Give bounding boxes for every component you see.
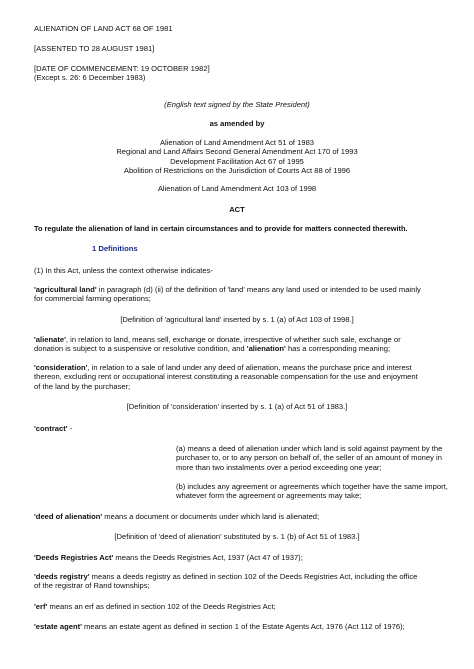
definition-text: means a deeds registry as defined in section 102 of the Deeds Registries Act, including the office — [89, 572, 418, 581]
term-erf: 'erf' — [34, 602, 48, 611]
definition-contract — [34, 424, 440, 433]
definition-erf — [34, 602, 440, 611]
paragraph-text: (a) means a deed of alienation under which land is sold against payment by the — [176, 444, 443, 453]
paragraph-text: (b) includes any agreement or agreements which together have the same import, — [176, 482, 448, 491]
definition-text: in paragraph (d) (ii) of the definition of 'land' means any land used or intended to be used mainly — [96, 285, 421, 294]
definition-text: for commercial farming operations; — [34, 294, 151, 304]
contract-paragraph-a — [176, 444, 443, 472]
term-contract: 'contract' — [34, 424, 68, 433]
definition-text: donation is subject to a suspensive or resolutive condition, and — [34, 344, 247, 354]
commencement-block — [34, 64, 440, 83]
term-deeds-registry: 'deeds registry' — [34, 572, 90, 581]
assent-block — [34, 44, 440, 53]
definition-agricultural-land — [34, 285, 440, 304]
act-heading-text: ACT — [229, 205, 245, 214]
act-heading — [34, 205, 440, 214]
amendment-item: Abolition of Restrictions on the Jurisdiction of Courts Act 88 of 1996 — [123, 166, 351, 176]
definition-deeds-registry — [34, 572, 440, 591]
commencement-date: [DATE OF COMMENCEMENT: 19 OCTOBER 1982] — [34, 64, 210, 73]
amendments-list — [34, 138, 440, 176]
definitions-intro — [34, 266, 440, 275]
amendment-note — [34, 315, 440, 324]
amendment-last — [34, 184, 440, 193]
definition-text: means a document or documents under which land is alienated; — [102, 512, 320, 521]
definition-text: , in relation to land, means sell, exchange or donate, irrespective of whether such sale, exchange or — [65, 335, 401, 344]
definition-text: means the Deeds Registries Act, 1937 (Act 47 of 1937); — [113, 553, 303, 562]
act-title: ALIENATION OF LAND ACT 68 OF 1981 — [34, 24, 173, 33]
assent-date: [ASSENTED TO 28 AUGUST 1981] — [34, 44, 155, 53]
term-deed-of-alienation: 'deed of alienation' — [34, 512, 103, 521]
term-alienate: 'alienate' — [34, 335, 66, 344]
signed-note — [34, 100, 440, 109]
amendment-note-text: [Definition of 'deed of alienation' substituted by s. 1 (b) of Act 51 of 1983.] — [114, 532, 360, 541]
term-estate-agent: 'estate agent' — [34, 622, 82, 631]
commencement-exception: (Except s. 26: 6 December 1983) — [34, 73, 146, 83]
definition-alienate — [34, 335, 440, 354]
definition-text: means an estate agent as defined in section 1 of the Estate Agents Act, 1976 (Act 112 of 1976); — [81, 622, 405, 631]
definition-estate-agent — [34, 622, 440, 631]
definition-text: of the registrar of Rand townships; — [34, 581, 150, 591]
definition-deed-of-alienation — [34, 512, 440, 521]
contract-paragraph-b — [176, 482, 448, 501]
definition-deeds-registries-act — [34, 553, 440, 562]
intro-text: (1) In this Act, unless the context otherwise indicates- — [34, 266, 213, 275]
paragraph-text: more than two instalments over a period exceeding one year; — [176, 462, 382, 472]
amendment-note — [34, 532, 440, 541]
amended-heading — [34, 119, 440, 128]
term-alienation: 'alienation' — [246, 344, 286, 354]
signed-note-text: (English text signed by the State President) — [164, 100, 310, 109]
amendment-note-text: [Definition of 'consideration' inserted by s. 1 (a) of Act 51 of 1983.] — [126, 402, 348, 411]
term-agricultural-land: 'agricultural land' — [34, 285, 97, 294]
section-heading-text: 1 Definitions — [92, 244, 138, 253]
amendment-note-text: [Definition of 'agricultural land' inserted by s. 1 (a) of Act 103 of 1998.] — [120, 315, 354, 324]
amendment-note — [34, 402, 440, 411]
definition-text: , in relation to a sale of land under any deed of alienation, means the purchase price and interest — [87, 363, 412, 372]
paragraph-text: whatever form the agreement or agreements may take; — [176, 491, 362, 501]
definition-text: of the land by the purchaser; — [34, 381, 131, 391]
definition-consideration — [34, 363, 440, 391]
amended-heading-text: as amended by — [209, 119, 265, 128]
definition-text: means an erf as defined in section 102 of the Deeds Registries Act; — [47, 602, 276, 611]
term-consideration: 'consideration' — [34, 363, 88, 372]
definition-text: - — [67, 424, 73, 433]
amendment-item: Regional and Land Affairs Second General Amendment Act 170 of 1993 — [116, 147, 358, 157]
definition-text: thereon, excluding rent or occupational interest constituting a reasonable compensation for the use and enjoyment — [34, 372, 418, 382]
term-deeds-registries-act: 'Deeds Registries Act' — [34, 553, 114, 562]
amendment-item: Development Facilitation Act 67 of 1995 — [170, 156, 304, 166]
long-title-text: To regulate the alienation of land in certain circumstances and to provide for matters connected therewith. — [34, 224, 408, 233]
paragraph-text: purchaser to, or to any person on behalf of, the seller of an amount of money in — [176, 453, 442, 463]
act-title-block — [34, 24, 440, 33]
section-heading — [92, 244, 440, 253]
long-title — [34, 224, 440, 233]
amendment-item: Alienation of Land Amendment Act 51 of 1983 — [159, 138, 315, 147]
definition-text: has a corresponding meaning; — [285, 344, 391, 354]
amendment-item: Alienation of Land Amendment Act 103 of 1998 — [157, 184, 317, 193]
